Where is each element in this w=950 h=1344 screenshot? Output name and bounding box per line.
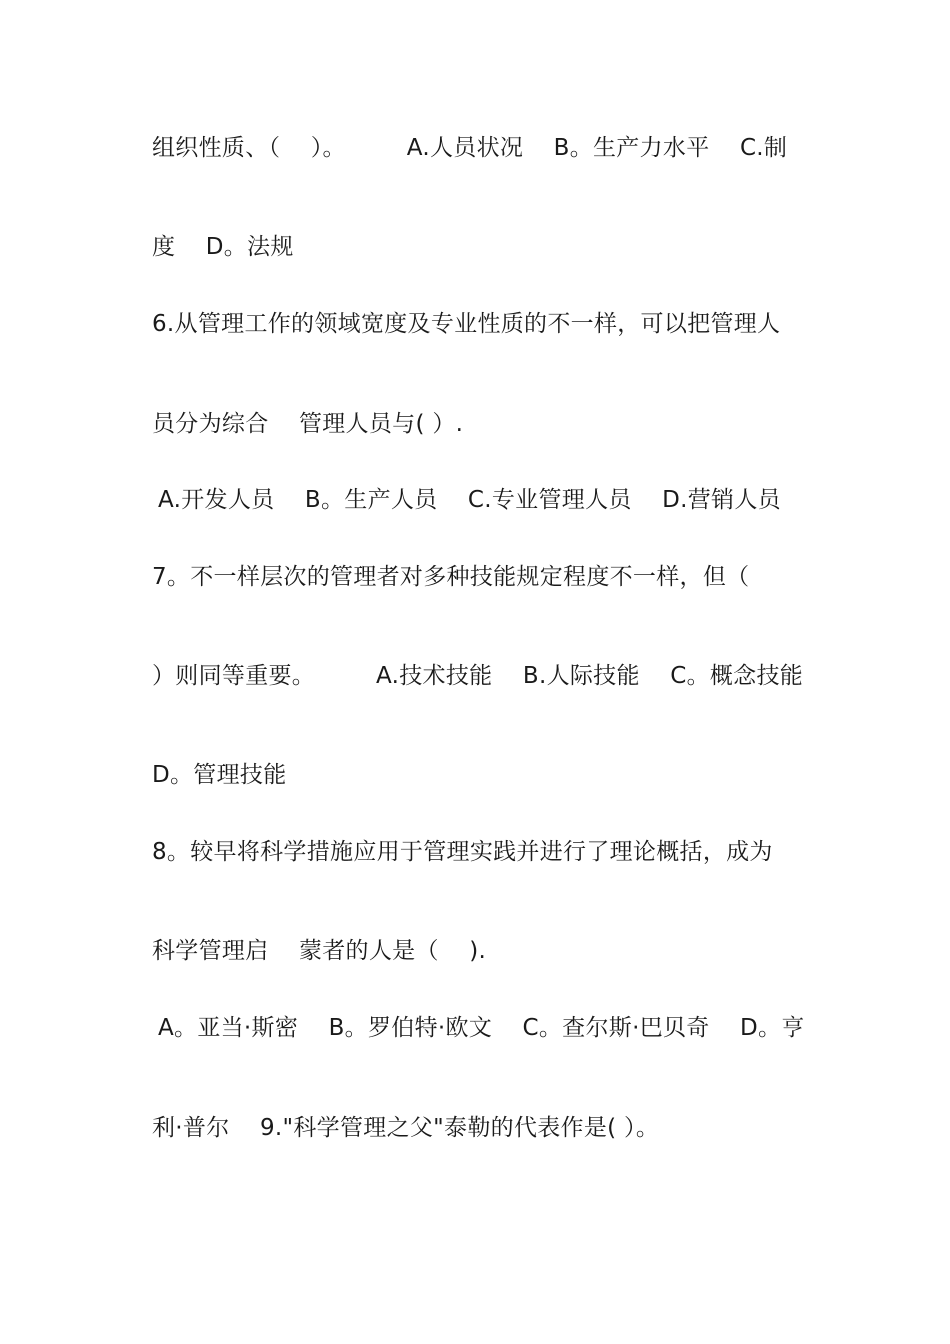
text-line-5: A.开发人员 B。生产人员 C.专业管理人员 D.营销人员 (158, 487, 781, 513)
text-line-3: 6.从管理工作的领域宽度及专业性质的不一样，可以把管理人 (152, 311, 781, 337)
text-line-1: 组织性质、（ ）。 A.人员状况 B。生产力水平 C.制 (152, 135, 788, 161)
text-line-2: 度 D。法规 (152, 234, 294, 260)
text-line-6: 7。不一样层次的管理者对多种技能规定程度不一样，但（ (152, 564, 750, 590)
text-line-11: A。亚当·斯密 B。罗伯特·欧文 C。查尔斯·巴贝奇 D。亨 (158, 1015, 805, 1041)
text-line-4: 员分为综合 管理人员与( ）. (152, 411, 464, 437)
text-line-8: D。管理技能 (152, 762, 287, 788)
text-line-10: 科学管理启 蒙者的人是（ ). (152, 938, 487, 964)
text-line-12: 利·普尔 9."科学管理之父"泰勒的代表作是( ）。 (152, 1115, 660, 1141)
text-line-9: 8。较早将科学措施应用于管理实践并进行了理论概括，成为 (152, 839, 773, 865)
text-line-7: ）则同等重要。 A.技术技能 B.人际技能 C。概念技能 (152, 663, 804, 689)
